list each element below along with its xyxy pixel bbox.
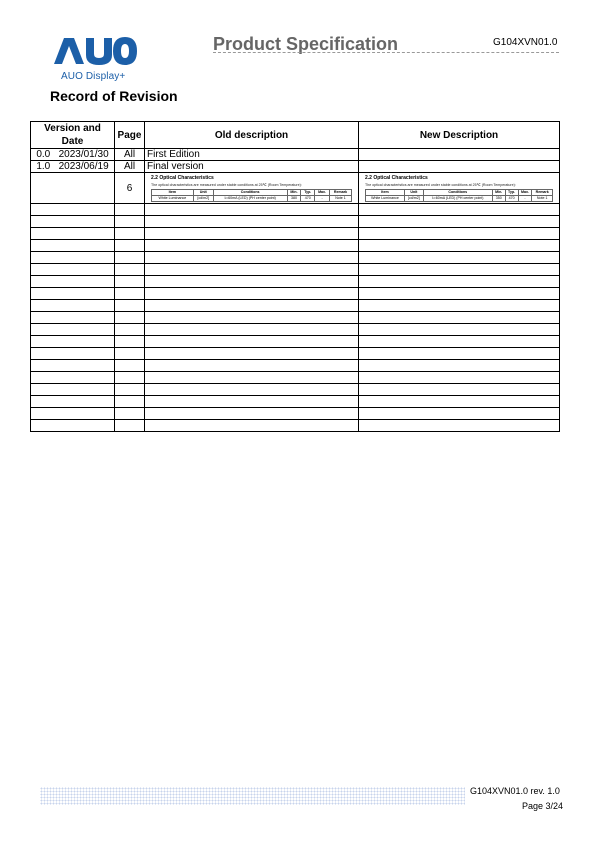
empty-cell [31, 216, 115, 228]
snippet-col: Typ. [505, 190, 518, 196]
empty-cell [145, 312, 359, 324]
old-description-cell: Final version [145, 161, 359, 173]
empty-cell [115, 288, 145, 300]
snippet-cell: 470 [301, 196, 315, 202]
header-version-date: Version and Date [31, 122, 115, 149]
snippet-col: Typ. [301, 190, 315, 196]
version: 0.0 [36, 149, 51, 160]
document-title: Product Specification [213, 34, 399, 54]
table-row-empty [31, 288, 560, 300]
snippet-cell: White Luminance [152, 196, 194, 202]
header-divider [213, 52, 559, 53]
logo-tagline: AUO Display+ [61, 71, 126, 82]
snippet-title: 2.2 Optical Characteristics [151, 175, 214, 181]
snippet-cell: 380 [287, 196, 301, 202]
empty-cell [359, 336, 560, 348]
empty-cell [359, 420, 560, 432]
empty-cell [359, 384, 560, 396]
empty-cell [31, 276, 115, 288]
snippet-cell: 350 [492, 196, 505, 202]
empty-cell [359, 204, 560, 216]
table-row-empty [31, 360, 560, 372]
empty-cell [115, 300, 145, 312]
empty-cell [359, 360, 560, 372]
version-date-cell [31, 173, 115, 204]
snippet-col: Min. [492, 190, 505, 196]
empty-cell [115, 420, 145, 432]
empty-cell [145, 276, 359, 288]
date: 2023/01/30 [58, 149, 109, 160]
version-date-cell [31, 161, 115, 173]
snippet-title: 2.2 Optical Characteristics [365, 175, 428, 181]
snippet-cell: White Luminance [366, 196, 405, 202]
snippet-cell: - [315, 196, 330, 202]
section-title: Record of Revision [50, 88, 178, 104]
empty-cell [145, 408, 359, 420]
snippet-cell: 470 [505, 196, 518, 202]
table-row-empty [31, 252, 560, 264]
date: 2023/06/19 [58, 161, 109, 172]
empty-cell [115, 228, 145, 240]
snippet-table [151, 189, 352, 202]
snippet-col: Max. [518, 190, 532, 196]
revision-table [30, 121, 560, 432]
table-row [31, 149, 560, 161]
empty-cell [115, 252, 145, 264]
table-row-empty [31, 300, 560, 312]
table-row-empty [31, 336, 560, 348]
empty-cell [115, 216, 145, 228]
snippet-cell: Iₗ=60mA (LED) (PH center point) [423, 196, 492, 202]
snippet-col: Min. [287, 190, 301, 196]
document-code: G104XVN01.0 [493, 37, 558, 48]
empty-cell [145, 396, 359, 408]
table-row-empty [31, 204, 560, 216]
empty-cell [145, 336, 359, 348]
empty-cell [115, 312, 145, 324]
empty-cell [31, 228, 115, 240]
page-cell: 6 [115, 173, 145, 204]
empty-cell [359, 312, 560, 324]
snippet-cell: Iₗ=60mA (LED) (PH center point) [213, 196, 287, 202]
old-description-cell: First Edition [145, 149, 359, 161]
snippet-text: The optical characteristics are measured under stable conditions at 25℃ (Room Temperature): [365, 183, 516, 187]
empty-cell [31, 360, 115, 372]
empty-cell [115, 396, 145, 408]
empty-cell [115, 204, 145, 216]
empty-cell [359, 228, 560, 240]
empty-cell [359, 288, 560, 300]
table-row-empty [31, 384, 560, 396]
empty-cell [31, 264, 115, 276]
snippet-cell: [cd/m2] [193, 196, 213, 202]
empty-cell [31, 288, 115, 300]
snippet-col: Conditions [213, 190, 287, 196]
empty-cell [31, 396, 115, 408]
empty-cell [115, 240, 145, 252]
empty-cell [31, 408, 115, 420]
empty-cell [359, 372, 560, 384]
page-cell: All [115, 149, 145, 161]
new-description-cell [359, 161, 560, 173]
empty-cell [359, 324, 560, 336]
empty-cell [145, 360, 359, 372]
empty-cell [359, 300, 560, 312]
empty-cell [359, 408, 560, 420]
empty-cell [31, 348, 115, 360]
version: 1.0 [36, 161, 51, 172]
table-header-row [31, 122, 560, 149]
page-cell: All [115, 161, 145, 173]
empty-cell [31, 204, 115, 216]
old-description-snippet [145, 173, 359, 204]
header-new-description: New Description [359, 122, 560, 149]
empty-cell [359, 348, 560, 360]
empty-cell [115, 408, 145, 420]
footer-page-number: Page 3/24 [522, 801, 564, 811]
table-row-empty [31, 216, 560, 228]
snippet-text: The optical characteristics are measured under stable conditions at 25℃ (Room Temperature): [151, 183, 302, 187]
empty-cell [31, 420, 115, 432]
empty-cell [31, 384, 115, 396]
table-row-empty [31, 264, 560, 276]
snippet-col: Max. [315, 190, 330, 196]
empty-cell [31, 300, 115, 312]
empty-cell [145, 348, 359, 360]
snippet-col: Conditions [423, 190, 492, 196]
table-row-empty [31, 420, 560, 432]
empty-cell [31, 240, 115, 252]
version-date-cell [31, 149, 115, 161]
snippet-table [365, 189, 553, 202]
snippet-cell: - [518, 196, 532, 202]
table-row-empty [31, 228, 560, 240]
table-row-empty [31, 408, 560, 420]
footer-dot-pattern [40, 787, 465, 805]
table-row-snippet [31, 173, 560, 204]
empty-cell [359, 252, 560, 264]
snippet-cell: Note 1 [532, 196, 553, 202]
snippet-cell: [cd/m2] [405, 196, 424, 202]
empty-cell [145, 324, 359, 336]
table-row-empty [31, 396, 560, 408]
empty-cell [115, 264, 145, 276]
snippet-col: Unit [193, 190, 213, 196]
snippet-col: Item [366, 190, 405, 196]
empty-cell [115, 348, 145, 360]
empty-cell [115, 276, 145, 288]
empty-cell [145, 240, 359, 252]
footer-revision: G104XVN01.0 rev. 1.0 [470, 786, 560, 796]
empty-cell [115, 324, 145, 336]
empty-cell [31, 336, 115, 348]
table-row-empty [31, 324, 560, 336]
empty-cell [145, 384, 359, 396]
snippet-col: Unit [405, 190, 424, 196]
snippet-cell: Note 1 [330, 196, 352, 202]
empty-cell [145, 228, 359, 240]
empty-cell [359, 264, 560, 276]
new-description-cell [359, 149, 560, 161]
table-row-empty [31, 312, 560, 324]
table-row-empty [31, 372, 560, 384]
empty-cell [31, 312, 115, 324]
empty-cell [115, 336, 145, 348]
empty-cell [145, 300, 359, 312]
table-row-empty [31, 240, 560, 252]
empty-cell [145, 420, 359, 432]
empty-cell [31, 324, 115, 336]
empty-cell [145, 204, 359, 216]
table-row-empty [31, 348, 560, 360]
empty-cell [115, 360, 145, 372]
empty-cell [359, 276, 560, 288]
table-row-empty [31, 276, 560, 288]
empty-cell [145, 288, 359, 300]
new-description-snippet [359, 173, 560, 204]
empty-cell [145, 252, 359, 264]
empty-cell [31, 372, 115, 384]
empty-cell [359, 216, 560, 228]
snippet-col: Remark [532, 190, 553, 196]
snippet-col: Item [152, 190, 194, 196]
table-row [31, 161, 560, 173]
empty-cell [145, 372, 359, 384]
header-old-description: Old description [145, 122, 359, 149]
empty-cell [359, 240, 560, 252]
empty-cell [31, 252, 115, 264]
empty-cell [145, 264, 359, 276]
empty-cell [359, 396, 560, 408]
empty-cell [115, 384, 145, 396]
empty-cell [145, 216, 359, 228]
empty-cell [115, 372, 145, 384]
header-page: Page [115, 122, 145, 149]
snippet-col: Remark [330, 190, 352, 196]
